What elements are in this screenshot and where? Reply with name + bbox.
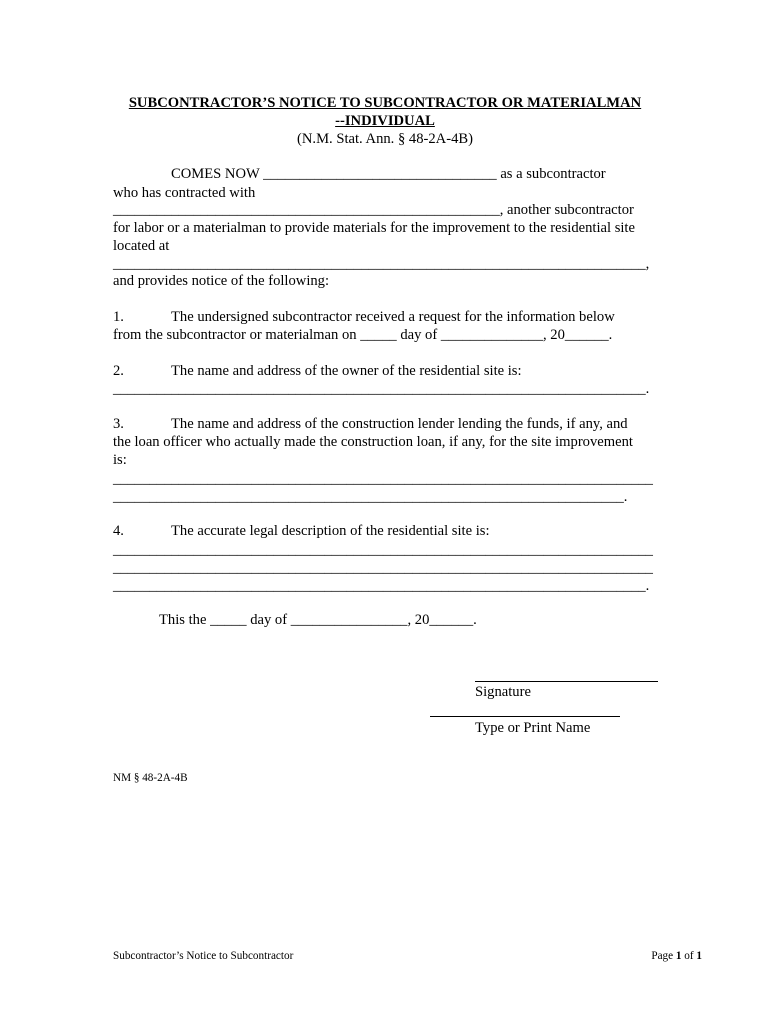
item-4-blank-3: _________________________________________________________________________. [113, 578, 650, 594]
footer-page-current: 1 [675, 950, 682, 962]
signature-label: Signature [475, 684, 531, 700]
intro-contracted-with: who has contracted with [113, 185, 256, 201]
footer-page-prefix: Page [651, 950, 676, 962]
item-4-blank-1: __________________________________________________________________________ [113, 542, 653, 558]
footer-page-total: 1 [696, 950, 702, 962]
item-2-text: The name and address of the owner of the residential site is: [171, 363, 522, 379]
item-3-is: is: [113, 452, 127, 468]
signature-line [475, 681, 658, 682]
statute-citation: (N.M. Stat. Ann. § 48-2A-4B) [297, 131, 473, 147]
print-name-line [430, 716, 620, 717]
item-3-continuation: the loan officer who actually made the construction loan, if any, for the site improvement [113, 434, 633, 450]
item-1-number: 1. [113, 309, 124, 325]
intro-comes-now: COMES NOW ________________________________ as a subcontractor [171, 166, 606, 182]
document-title-line2: --INDIVIDUAL [335, 113, 435, 129]
item-4-text: The accurate legal description of the residential site is: [171, 523, 490, 539]
footer-page-of: of [681, 950, 697, 962]
footer-page-number [651, 949, 702, 963]
intro-labor-materials: for labor or a materialman to provide materials for the improvement to the residential site [113, 220, 635, 236]
intro-located-at: located at [113, 238, 170, 254]
item-3-blank-2: ______________________________________________________________________. [113, 489, 628, 505]
item-2-blank: _________________________________________________________________________. [113, 381, 650, 397]
item-3-text: The name and address of the construction lender lending the funds, if any, and [171, 416, 628, 432]
item-1-continuation: from the subcontractor or materialman on _____ day of ______________, 20______. [113, 327, 613, 343]
dated-line: This the _____ day of ________________, 20______. [159, 612, 477, 628]
statute-reference: NM § 48-2A-4B [113, 772, 188, 784]
item-4-number: 4. [113, 523, 124, 539]
footer-title: Subcontractor’s Notice to Subcontractor [113, 950, 294, 962]
document-title-line1: SUBCONTRACTOR’S NOTICE TO SUBCONTRACTOR OR MATERIALMAN [128, 95, 642, 111]
item-4-blank-2: __________________________________________________________________________ [113, 560, 653, 576]
print-name-label: Type or Print Name [475, 720, 591, 736]
intro-provides-notice: and provides notice of the following: [113, 273, 330, 289]
item-2-number: 2. [113, 363, 124, 379]
item-3-blank-1: __________________________________________________________________________ [113, 471, 653, 487]
intro-subcontractor-blank: _____________________________________________________, another subcontractor [113, 202, 634, 218]
intro-location-blank: _________________________________________________________________________, [113, 256, 650, 272]
item-1-text: The undersigned subcontractor received a request for the information below [171, 309, 615, 325]
item-3-number: 3. [113, 416, 124, 432]
